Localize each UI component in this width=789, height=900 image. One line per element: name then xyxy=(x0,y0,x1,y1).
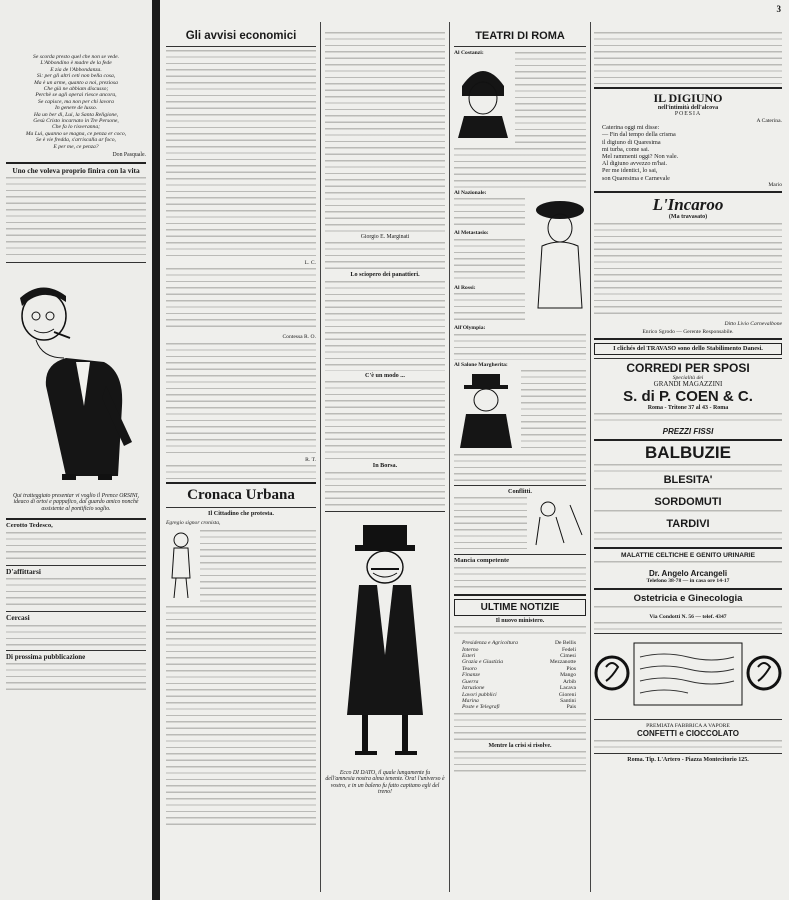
poem-line: Si: per gli altri ceti non bella cosa, xyxy=(36,73,116,80)
cliches-notice: I clichés del TRAVASO sono dello Stabilimento Danesi. xyxy=(594,343,782,354)
left-column xyxy=(6,54,146,695)
poem-genre: POESIA xyxy=(674,111,702,118)
poem-line: E per me, ce penza? xyxy=(53,143,99,150)
cabinet-post: Marina xyxy=(462,697,479,704)
page-gutter xyxy=(152,0,160,900)
cabinet-minister: Santini xyxy=(560,697,576,704)
right-page xyxy=(160,0,789,900)
poem-title: IL DIGIUNO xyxy=(653,91,723,105)
signature: Ditto Livio Carnevalbone xyxy=(724,320,782,327)
poem-line: — Fin dal tempo della crisma xyxy=(602,131,676,139)
poem-line: Ma Lui, quanno se magna, ce penza er coco, xyxy=(25,130,127,137)
cabinet-minister: Arbib xyxy=(562,678,576,685)
section-subtitle: (Ma travasato) xyxy=(668,214,708,221)
article-title: Uno che voleva proprio finira con la vita xyxy=(12,165,140,175)
signature: L. C. xyxy=(304,260,316,266)
poem-line: Gesù Cristo incarnato in Tre Persone, xyxy=(33,118,119,125)
poem-signature: Mario xyxy=(768,181,782,188)
theatre-item: Al Costanzi: xyxy=(454,50,484,56)
subhead: Mentre la crisi si risolve. xyxy=(488,742,552,749)
poem-subtitle: nell'intimità dell'alcova xyxy=(657,105,719,111)
ad-phone: Telefono 38-78 — in casa ore 14-17 xyxy=(646,578,730,585)
column-4 xyxy=(594,30,782,890)
ad-address: Via Condotti N. 56 — telef. 4347 xyxy=(649,613,727,620)
subhead: Lo sciopero dei panattieri. xyxy=(350,271,420,279)
actress-portrait xyxy=(454,56,512,138)
brief-title: Cercasi xyxy=(6,613,30,623)
page-number: 3 xyxy=(776,4,781,14)
ad-doctor: Dr. Angelo Arcangeli xyxy=(648,569,728,579)
signature: Giorgio E. Marginati xyxy=(360,234,410,240)
cabinet-post: Interno xyxy=(462,646,479,653)
cabinet-post: Esteri xyxy=(462,653,476,660)
theatre-masthead: TEATRI DI ROMA xyxy=(475,30,565,42)
subhead: In Borsa. xyxy=(372,462,398,470)
small-sketch xyxy=(530,495,586,547)
ad-balbuzie: BALBUZIE xyxy=(645,443,731,463)
cabinet-post: Finanze xyxy=(462,672,481,679)
subtitle: Il Cittadino che protesta. xyxy=(208,510,274,518)
signature: Contessa R. O. xyxy=(282,334,316,341)
ad-headline: Mancia competente xyxy=(454,557,510,565)
poem-line: Per me identici, lo sai, xyxy=(602,167,658,175)
cabinet-minister: Pios xyxy=(566,665,576,672)
digiuno-poem xyxy=(602,124,782,182)
subhead: C'è un modo ... xyxy=(365,371,405,379)
ad-line: GRANDI MAGAZZINI xyxy=(653,380,723,389)
section-title: L'Incaroo xyxy=(652,195,724,215)
small-figure-illustration xyxy=(166,528,196,600)
ad-address: Roma - Tritone 37 al 43 - Roma xyxy=(647,404,729,411)
gerente-line: Enrico Sgrodo — Gerente Responsabile. xyxy=(642,329,734,336)
brief-title: Di prossima pubblicazione xyxy=(6,652,86,661)
theatre-item: Al Metastasio: xyxy=(454,230,489,237)
poem-line: Che già ne abbiam discusso; xyxy=(43,86,109,93)
cabinet-minister: Gioreni xyxy=(558,691,576,698)
poem-line: Ha un ber di, Lui, la Santa Religione, xyxy=(33,111,119,118)
ad-corredi: CORREDI PER SPOSI xyxy=(626,360,750,375)
cabinet-minister: Pais xyxy=(566,704,576,711)
poem-signature: Don Pasquale. xyxy=(112,152,146,159)
di-dato-caricature xyxy=(325,515,445,765)
ad-malattie: MALATTIE CELTICHE E GENITO URINARIE xyxy=(620,552,756,560)
cabinet-post: Tesoro xyxy=(462,665,477,672)
poem-line: E zia de l'Abbondanza. xyxy=(50,66,102,73)
ad-fabbrica: PREMIATA FABBRICA A VAPORE xyxy=(646,722,730,729)
ad-confetti: CONFETTI e CIOCCOLATO xyxy=(637,729,739,739)
poem-line: Se scorda presto quel che non se vede. xyxy=(33,54,119,60)
ad-line: Specialità dei xyxy=(672,374,704,381)
poem-line: Ma è un arme, quanto a noi, preziosa xyxy=(34,79,118,86)
cabinet-post: Lavori pubblici xyxy=(462,691,497,698)
news-masthead: ULTIME NOTIZIE xyxy=(454,599,586,616)
handwritten-letter-illustration xyxy=(594,637,782,711)
poem-line: Perchè se agli operai riesce ancora, xyxy=(35,92,117,99)
cabinet-minister: Lacava xyxy=(559,685,576,692)
poem-line: Se è vie fredda, s'arriscalla ar foco, xyxy=(36,137,116,144)
theatre-item: Al Salone Margherita: xyxy=(454,361,508,368)
cabinet-post: Presidenza e Agricoltura xyxy=(462,640,518,647)
ad-sordomuti: SORDOMUTI xyxy=(654,496,722,509)
brief-title: D'affittarsi xyxy=(6,566,41,576)
cabinet-row xyxy=(462,704,586,710)
lady-with-hat-illustration xyxy=(528,190,586,310)
poem-line: Al digiuno avvezzo m'hai. xyxy=(602,160,668,168)
greeting: Egregio signor cronista, xyxy=(166,519,221,526)
cabinet-minister: Mango xyxy=(560,672,576,679)
poem-line: son Quaresima e Carnevale xyxy=(602,174,670,182)
cabinet-minister: Mezzanotte xyxy=(549,659,576,666)
poem-line: Mel rammenti oggi? Non vale. xyxy=(602,153,679,161)
left-page xyxy=(0,0,152,900)
ad-prezzi: PREZZI FISSI xyxy=(662,427,714,437)
poem-line: L'Abbondino è madre de la fede xyxy=(40,60,112,67)
cabinet-post: Poste e Telegrafi xyxy=(462,704,500,711)
subhead: Il nuovo ministero. xyxy=(495,617,545,624)
poem-line: Che fa lo risveranna; xyxy=(51,124,100,131)
column-2 xyxy=(325,30,445,890)
cabinet-minister: Fedeli xyxy=(562,646,576,653)
caricature-caption: Ecco DI DATO, il quale lungamente fu dell'amnesia nostra alma tenente. Ora! l'universo è vostro, e in un baleno fu fatto capitano egli del treno! xyxy=(325,769,445,796)
ad-blesita: BLESITA' xyxy=(663,474,713,487)
gentleman-illustration xyxy=(454,368,518,448)
cabinet-minister: Cimesi xyxy=(560,653,576,660)
theatre-item: All'Olympia: xyxy=(454,325,486,332)
section-title: Cronaca Urbana xyxy=(187,487,295,504)
column-1 xyxy=(166,30,316,890)
orsini-caricature xyxy=(6,266,146,488)
dialect-poem xyxy=(6,54,146,150)
poem-line: Caterina oggi mi disse: xyxy=(602,124,660,132)
subhead: Conflitti. xyxy=(508,488,532,496)
poem-line: In genere de lusso. xyxy=(54,105,98,112)
brief-title: Cerotto Tedesco, xyxy=(6,522,53,530)
cabinet-post: Grazia e Giustizia xyxy=(462,659,504,666)
theatre-item: Al Rossi: xyxy=(454,284,476,291)
ad-tardivi: TARDIVI xyxy=(666,518,710,531)
cabinet-minister: De Bellis xyxy=(555,640,576,647)
poem-line: il digiuno di Quaresima xyxy=(602,138,661,146)
poem-dedication: A Caterina. xyxy=(756,117,782,124)
section-header: Gli avvisi economici xyxy=(185,30,297,42)
printer-line: Roma. Tip. L'Artero - Piazza Montecitorio 125. xyxy=(627,757,749,764)
ad-coen: S. di P. COEN & C. xyxy=(623,387,753,405)
column-3 xyxy=(454,30,586,890)
poem-line: Se capisce, ma non per chi lavora xyxy=(38,98,114,105)
cabinet-post: Istruzione xyxy=(462,685,485,692)
cabinet-list xyxy=(462,640,586,710)
signature: R. T. xyxy=(305,456,316,463)
theatre-item: Al Nazionale: xyxy=(454,190,487,196)
poem-line: mi turba, come sai. xyxy=(602,145,650,153)
caricature-caption: Qui tratteggiato presentar vi voglio il Prence ORSINI, ideaco di ortoi e pappafico, dal guardo amico nonchè assistente al pontificio soglio. xyxy=(12,492,140,512)
cabinet-post: Guerra xyxy=(462,678,479,685)
ad-ostetricia: Ostetricia e Ginecologia xyxy=(633,592,743,604)
